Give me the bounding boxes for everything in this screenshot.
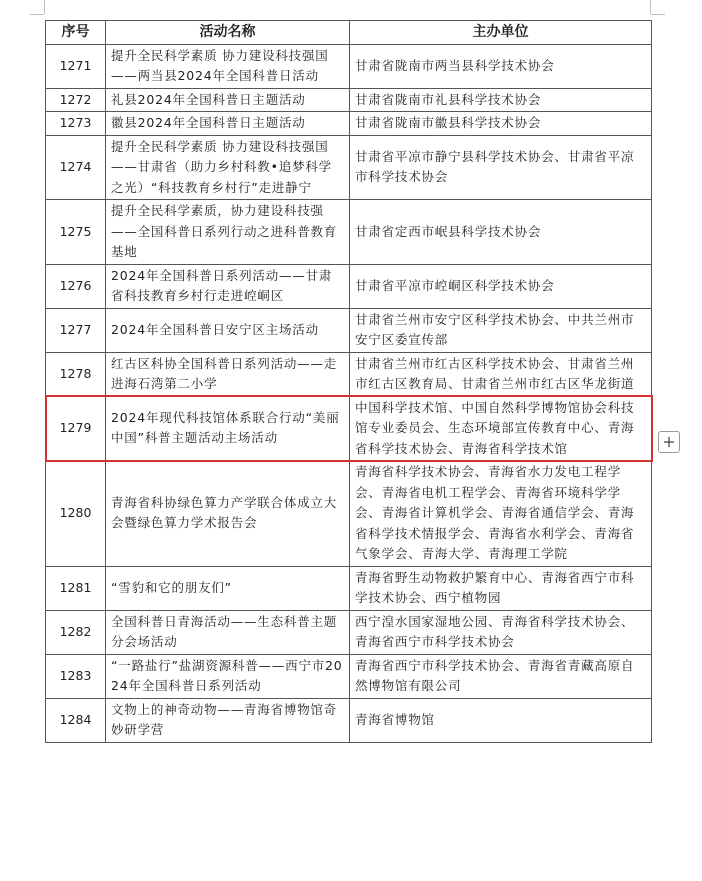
row-organizer: 甘肃省陇南市两当县科学技术协会	[350, 44, 652, 88]
row-organizer: 甘肃省陇南市徽县科学技术协会	[350, 112, 652, 136]
row-activity-name: 提升全民科学素质，协力建设科技强 ——全国科普日系列行动之进科普教育基地	[106, 200, 350, 265]
row-activity-name: 礼县2024年全国科普日主题活动	[106, 88, 350, 112]
row-number: 1284	[46, 698, 106, 742]
header-serial-number: 序号	[46, 21, 106, 45]
table-row	[46, 610, 652, 654]
row-organizer: 青海省西宁市科学技术协会、青海省青藏高原自然博物馆有限公司	[350, 654, 652, 698]
table-row	[46, 200, 652, 265]
row-activity-name: 2024年现代科技馆体系联合行动“美丽中国”科普主题活动主场活动	[106, 396, 350, 461]
row-number: 1279	[46, 396, 106, 461]
table-row	[46, 566, 652, 610]
row-organizer: 中国科学技术馆、中国自然科学博物馆协会科技馆专业委员会、生态环境部宣传教育中心、青海省科学技术协会、青海省科学技术馆	[350, 396, 652, 461]
row-organizer: 甘肃省定西市岷县科学技术协会	[350, 200, 652, 265]
table-row	[46, 698, 652, 742]
table-row	[46, 112, 652, 136]
row-activity-name: 徽县2024年全国科普日主题活动	[106, 112, 350, 136]
table-header-row	[46, 21, 652, 45]
row-activity-name: 提升全民科学素质 协力建设科技强国——两当县2024年全国科普日活动	[106, 44, 350, 88]
row-activity-name: 2024年全国科普日安宁区主场活动	[106, 308, 350, 352]
row-activity-name: 全国科普日青海活动——生态科普主题分会场活动	[106, 610, 350, 654]
row-number: 1283	[46, 654, 106, 698]
row-activity-name: “一路盐行”盐湖资源科普——西宁市2024年全国科普日系列活动	[106, 654, 350, 698]
margin-mark-left-vertical	[44, 0, 45, 14]
row-number: 1272	[46, 88, 106, 112]
row-number: 1280	[46, 461, 106, 567]
row-organizer: 甘肃省陇南市礼县科学技术协会	[350, 88, 652, 112]
row-number: 1273	[46, 112, 106, 136]
table-row	[46, 135, 652, 200]
row-number: 1277	[46, 308, 106, 352]
row-activity-name: 青海省科协绿色算力产学联合体成立大会暨绿色算力学术报告会	[106, 461, 350, 567]
row-number: 1278	[46, 352, 106, 396]
row-organizer: 甘肃省兰州市红古区科学技术协会、甘肃省兰州市红古区教育局、甘肃省兰州市红古区华龙街道	[350, 352, 652, 396]
row-organizer: 甘肃省兰州市安宁区科学技术协会、中共兰州市安宁区委宣传部	[350, 308, 652, 352]
margin-mark-left-horizontal	[30, 14, 44, 15]
row-number: 1276	[46, 264, 106, 308]
add-button[interactable]	[658, 431, 680, 453]
activity-table	[45, 20, 652, 743]
plus-icon	[659, 432, 679, 452]
margin-mark-right-vertical	[650, 0, 651, 14]
row-organizer: 甘肃省平凉市静宁县科学技术协会、甘肃省平凉市科学技术协会	[350, 135, 652, 200]
table-row	[46, 308, 652, 352]
row-number: 1282	[46, 610, 106, 654]
row-organizer: 西宁湟水国家湿地公园、青海省科学技术协会、青海省西宁市科学技术协会	[350, 610, 652, 654]
table-row	[46, 44, 652, 88]
table-row-highlighted	[46, 396, 652, 461]
row-activity-name: 文物上的神奇动物——青海省博物馆奇妙研学营	[106, 698, 350, 742]
row-organizer: 青海省野生动物救护繁育中心、青海省西宁市科学技术协会、西宁植物园	[350, 566, 652, 610]
row-activity-name: 红古区科协全国科普日系列活动——走进海石湾第二小学	[106, 352, 350, 396]
row-activity-name: 提升全民科学素质 协力建设科技强国——甘肃省（助力乡村科教•追梦科学之光）“科技教育乡村行”走进静宁	[106, 135, 350, 200]
table-row	[46, 88, 652, 112]
header-activity-name: 活动名称	[106, 21, 350, 45]
row-organizer: 青海省科学技术协会、青海省水力发电工程学会、青海省电机工程学会、青海省环境科学学会、青海省计算机学会、青海省通信学会、青海省科学技术情报学会、青海省水利学会、青海省气象学会、青海大学、青海理工学院	[350, 461, 652, 567]
row-activity-name: 2024年全国科普日系列活动——甘肃省科技教育乡村行走进崆峒区	[106, 264, 350, 308]
row-number: 1275	[46, 200, 106, 265]
row-number: 1274	[46, 135, 106, 200]
margin-mark-right-horizontal	[651, 14, 665, 15]
table-row	[46, 352, 652, 396]
row-organizer: 青海省博物馆	[350, 698, 652, 742]
row-number: 1271	[46, 44, 106, 88]
row-organizer: 甘肃省平凉市崆峒区科学技术协会	[350, 264, 652, 308]
table-row	[46, 264, 652, 308]
table-row	[46, 654, 652, 698]
table-row	[46, 461, 652, 567]
row-activity-name: “雪豹和它的朋友们”	[106, 566, 350, 610]
header-organizer: 主办单位	[350, 21, 652, 45]
row-number: 1281	[46, 566, 106, 610]
